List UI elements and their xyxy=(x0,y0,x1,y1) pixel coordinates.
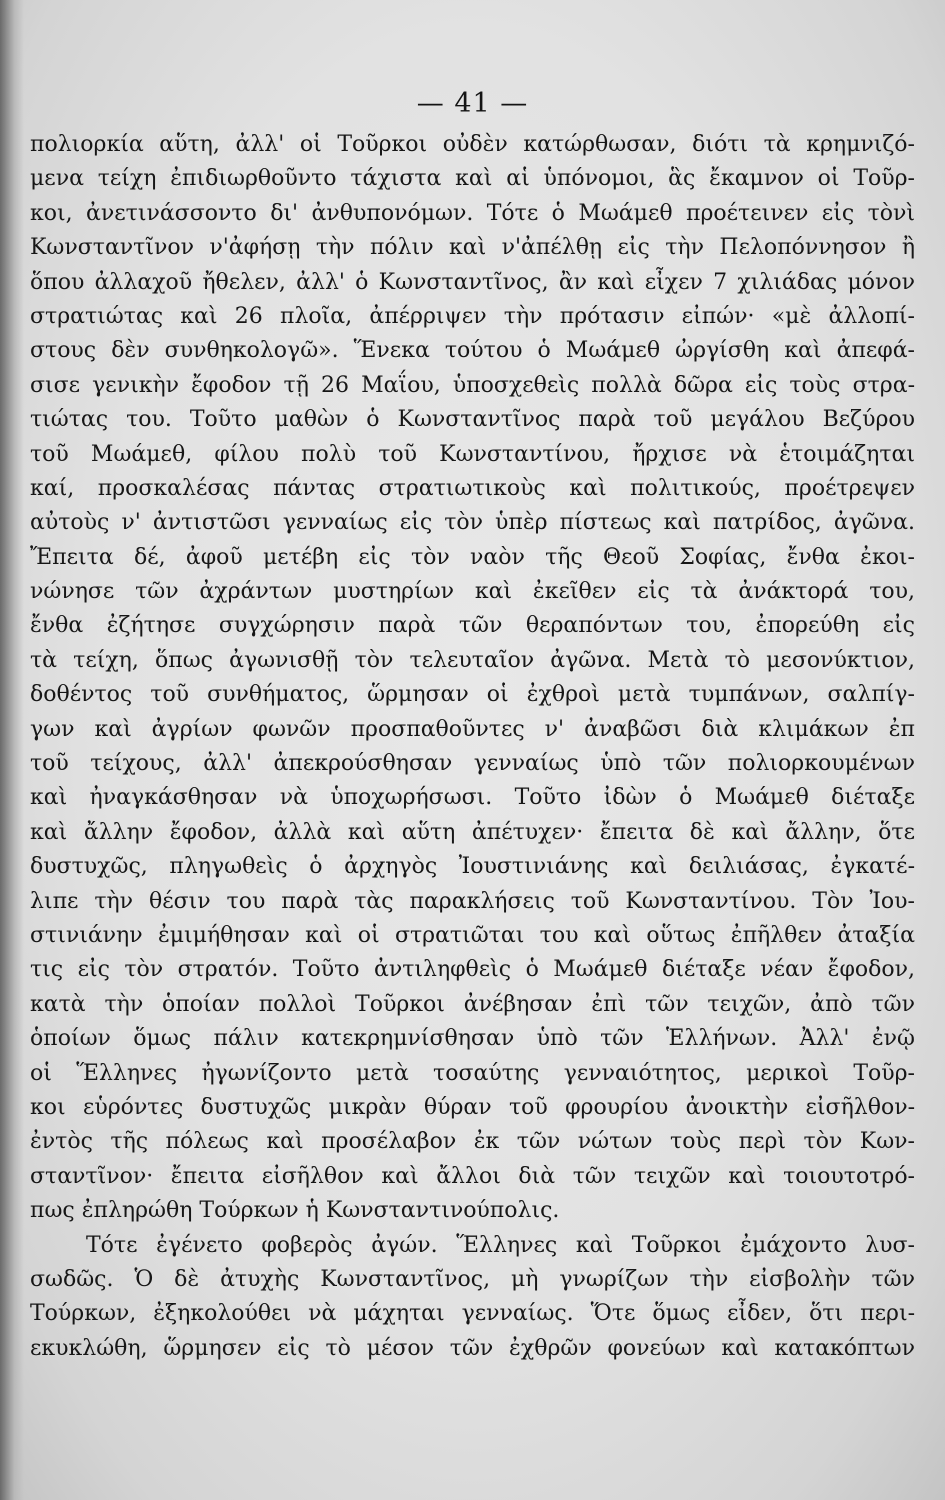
text-line: ὁποίων ὅμως πάλιν κατεκρημνίσθησαν ὑπὸ τῶν Ἑλλήνων. Ἀλλ' ἐνῷ xyxy=(30,1026,915,1052)
text-line: μενα τείχη ἐπιδιωρθοῦντο τάχιστα καὶ αἱ ὑπόνομοι, ἃς ἔκαμνον οἱ Τοῦρ- xyxy=(30,166,915,192)
text-line: στρατιώτας καὶ 26 πλοῖα, ἀπέρριψεν τὴν πρότασιν εἰπών· «μὲ ἀλλοπί- xyxy=(30,303,915,329)
text-line: λιπε τὴν θέσιν του παρὰ τὰς παρακλήσεις τοῦ Κωνσταντίνου. Τὸν Ἰου- xyxy=(30,888,915,914)
text-line: σισε γενικὴν ἔφοδον τῇ 26 Μαΐου, ὑποσχεθεὶς πολλὰ δῶρα εἰς τοὺς στρα- xyxy=(30,372,915,398)
page-binding-shadow xyxy=(0,0,24,1500)
text-line: Τότε ἐγένετο φοβερὸς ἀγών. Ἕλληνες καὶ Τοῦρκοι ἐμάχοντο λυσ- xyxy=(86,1232,915,1258)
text-line: στινιάνην ἐμιμήθησαν καὶ οἱ στρατιῶται του καὶ οὕτως ἐπῆλθεν ἀταξία xyxy=(30,922,915,948)
text-line: στους δὲν συνθηκολογῶ». Ἕνεκα τούτου ὁ Μωάμεθ ὠργίσθη καὶ ἀπεφά- xyxy=(30,338,915,364)
body-text xyxy=(30,128,915,1366)
text-line: πως ἐπληρώθη Τούρκων ἡ Κωνσταντινούπολις. xyxy=(30,1198,560,1224)
text-line: ἔνθα ἐζήτησε συγχώρησιν παρὰ τῶν θεραπόντων του, ἐπορεύθη εἰς xyxy=(30,613,915,639)
text-line: κοι εὑρόντες δυστυχῶς μικρὰν θύραν τοῦ φρουρίου ἀνοικτὴν εἰσῆλθον- xyxy=(30,1094,915,1120)
text-line: δοθέντος τοῦ συνθήματος, ὥρμησαν οἱ ἐχθροὶ μετὰ τυμπάνων, σαλπίγ- xyxy=(30,682,915,708)
text-line: κατὰ τὴν ὁποίαν πολλοὶ Τοῦρκοι ἀνέβησαν ἐπὶ τῶν τειχῶν, ἀπὸ τῶν xyxy=(30,991,915,1017)
text-line: κοι, ἀνετινάσσοντο δι' ἀνθυπονόμων. Τότε ὁ Μωάμεθ προέτεινεν εἰς τὸνὶ xyxy=(30,200,915,226)
text-line: νώνησε τῶν ἀχράντων μυστηρίων καὶ ἐκεῖθεν εἰς τὰ ἀνάκτορά του, xyxy=(30,579,915,605)
text-line: πολιορκία αὕτη, ἀλλ' οἱ Τοῦρκοι οὐδὲν κατώρθωσαν, διότι τὰ κρημνιζό- xyxy=(30,132,915,157)
text-line: σταντῖνον· ἔπειτα εἰσῆλθον καὶ ἄλλοι διὰ τῶν τειχῶν καὶ τοιουτοτρό- xyxy=(30,1163,915,1189)
text-line: Ἔπειτα δέ, ἀφοῦ μετέβη εἰς τὸν ναὸν τῆς Θεοῦ Σοφίας, ἔνθα ἐκοι- xyxy=(30,544,915,570)
page-number: — 41 — xyxy=(416,88,529,119)
text-line: σωδῶς. Ὁ δὲ ἀτυχὴς Κωνσταντῖνος, μὴ γνωρίζων τὴν εἰσβολὴν τῶν xyxy=(30,1266,915,1292)
text-line: καὶ ἄλλην ἔφοδον, ἀλλὰ καὶ αὕτη ἀπέτυχεν· ἔπειτα δὲ καὶ ἄλλην, ὅτε xyxy=(30,819,915,845)
text-line: καί, προσκαλέσας πάντας στρατιωτικοὺς καὶ πολιτικούς, προέτρεψεν xyxy=(30,475,915,501)
text-line: ὅπου ἀλλαχοῦ ἤθελεν, ἀλλ' ὁ Κωνσταντῖνος, ἂν καὶ εἶχεν 7 χιλιάδας μόνον xyxy=(30,269,915,295)
text-line: γων καὶ ἀγρίων φωνῶν προσπαθοῦντες ν' ἀναβῶσι διὰ κλιμάκων ἐπ xyxy=(30,716,915,742)
text-line: τοῦ Μωάμεθ, φίλου πολὺ τοῦ Κωνσταντίνου, ἤρχισε νὰ ἑτοιμάζηται xyxy=(30,441,915,467)
text-line: δυστυχῶς, πληγωθεὶς ὁ ἀρχηγὸς Ἰουστινιάνης καὶ δειλιάσας, ἐγκατέ- xyxy=(30,854,915,880)
text-line: καὶ ἠναγκάσθησαν νὰ ὑποχωρήσωσι. Τοῦτο ἰδὼν ὁ Μωάμεθ διέταξε xyxy=(30,785,915,811)
text-line: οἱ Ἕλληνες ἠγωνίζοντο μετὰ τοσαύτης γενναιότητος, μερικοὶ Τοῦρ- xyxy=(30,1060,915,1086)
text-line: τις εἰς τὸν στρατόν. Τοῦτο ἀντιληφθεὶς ὁ Μωάμεθ διέταξε νέαν ἔφοδον, xyxy=(30,957,915,983)
text-line: τοῦ τείχους, ἀλλ' ἀπεκρούσθησαν γενναίως ὑπὸ τῶν πολιορκουμένων xyxy=(30,751,915,777)
text-line: Τούρκων, ἐξηκολούθει νὰ μάχηται γενναίως. Ὅτε ὅμως εἶδεν, ὅτι περι- xyxy=(30,1301,915,1327)
text-line: ἐντὸς τῆς πόλεως καὶ προσέλαβον ἐκ τῶν νώτων τοὺς περὶ τὸν Κων- xyxy=(30,1129,915,1155)
text-line: εκυκλώθη, ὥρμησεν εἰς τὸ μέσον τῶν ἐχθρῶν φονεύων καὶ κατακόπτων xyxy=(30,1335,915,1361)
text-line: Κωνσταντῖνον ν'ἀφήσῃ τὴν πόλιν καὶ ν'ἀπέλθῃ εἰς τὴν Πελοπόννησον ἢ xyxy=(30,235,915,261)
text-line: τιώτας του. Τοῦτο μαθὼν ὁ Κωνσταντῖνος παρὰ τοῦ μεγάλου Βεζύρου xyxy=(30,407,915,433)
text-line: τὰ τείχη, ὅπως ἀγωνισθῇ τὸν τελευταῖον ἀγῶνα. Μετὰ τὸ μεσονύκτιον, xyxy=(30,647,915,673)
text-line: αὐτοὺς ν' ἀντιστῶσι γενναίως εἰς τὸν ὑπὲρ πίστεως καὶ πατρίδος, ἀγῶνα. xyxy=(30,510,915,536)
